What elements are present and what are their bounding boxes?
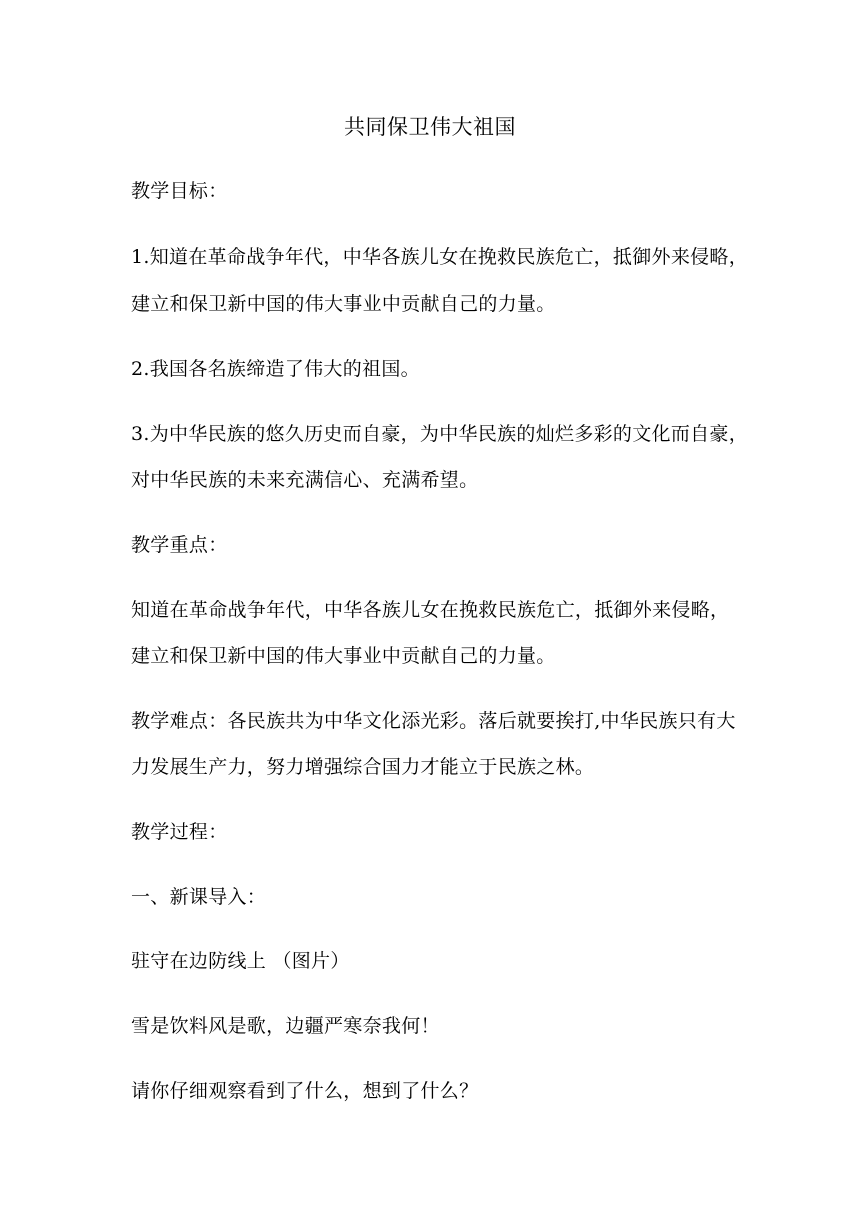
key-points-heading: 教学重点： [131,534,228,556]
section-1-heading: 一、新课导入： [131,886,267,908]
difficulty-line-1: 教学难点：各民族共为中华文化添光彩。落后就要挨打,中华民族只有大 [131,710,736,732]
objectives-heading: 教学目标： [131,180,228,202]
key-points-line-2: 建立和保卫新中国的伟大事业中贡献自己的力量。 [131,645,556,667]
intro-line: 驻守在边防线上 （图片） [131,950,350,972]
objective-1-line-2: 建立和保卫新中国的伟大事业中贡献自己的力量。 [131,293,556,315]
process-heading: 教学过程： [131,821,228,843]
objective-3-line-1: 3.为中华民族的悠久历史而自豪，为中华民族的灿烂多彩的文化而自豪， [131,423,749,445]
poem-line: 雪是饮料风是歌，边疆严寒奈我何！ [131,1015,440,1037]
difficulty-line-2: 力发展生产力，努力增强综合国力才能立于民族之林。 [131,756,595,778]
key-points-line-1: 知道在革命战争年代，中华各族儿女在挽救民族危亡，抵御外来侵略， [131,599,730,621]
objective-3-line-2: 对中华民族的未来充满信心、充满希望。 [131,469,479,491]
document-title: 共同保卫伟大祖国 [344,115,516,139]
question-line: 请你仔细观察看到了什么，想到了什么？ [131,1080,479,1102]
objective-1-line-1: 1.知道在革命战争年代，中华各族儿女在挽救民族危亡，抵御外来侵略， [131,246,749,268]
objective-2: 2.我国各名族缔造了伟大的祖国。 [131,358,420,380]
